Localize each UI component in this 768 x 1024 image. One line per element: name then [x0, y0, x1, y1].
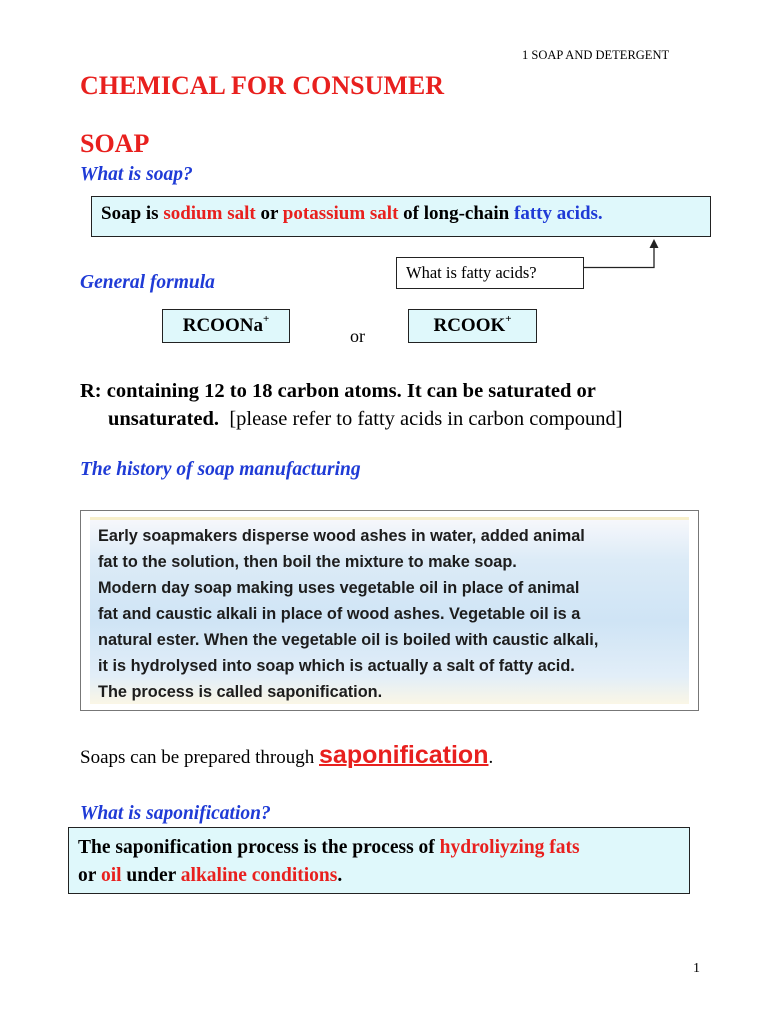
saponification-definition-box [68, 827, 690, 894]
definition-text: . [337, 865, 343, 886]
formula-base: RCOONa [182, 315, 263, 336]
saponification-definition-line [78, 834, 689, 862]
saponification-intro [80, 741, 493, 770]
highlight-fatty-acids: fatty acids. [514, 203, 603, 224]
formula-sodium-box [162, 309, 290, 343]
r-description-line: R: containing 12 to 18 carbon atoms. It can be saturated or [80, 380, 596, 402]
definition-text: under [121, 865, 181, 886]
highlight-oil: oil [100, 865, 122, 886]
history-line: natural ester. When the vegetable oil is boiled with caustic alkali, [98, 631, 599, 649]
r-description-line [80, 405, 623, 433]
running-header: 1 SOAP AND DETERGENT [522, 48, 670, 62]
history-line: fat and caustic alkali in place of wood ashes. Vegetable oil is a [98, 605, 581, 623]
section-title: SOAP [80, 129, 150, 158]
formula-charge: + [262, 313, 270, 325]
r-description-note: [please refer to fatty acids in carbon compound] [219, 408, 623, 430]
saponification-intro-text: Soaps can be prepared through [80, 747, 320, 768]
soap-definition-box [91, 196, 711, 237]
definition-text: or [78, 865, 101, 886]
saponification-intro-end: . [488, 747, 494, 768]
arrow-icon [583, 238, 663, 274]
saponification-definition-line [78, 862, 689, 890]
formula-connector: or [350, 326, 365, 346]
history-heading: The history of soap manufacturing [80, 459, 361, 480]
general-formula-heading: General formula [80, 272, 215, 293]
formula-charge: + [505, 313, 512, 325]
page-title: CHEMICAL FOR CONSUMER [80, 71, 445, 100]
definition-text: of long-chain [398, 203, 515, 224]
highlight-sodium-salt: sodium salt [163, 203, 256, 224]
history-line: fat to the solution, then boil the mixture to make soap. [98, 553, 517, 571]
page-number: 1 [693, 961, 700, 976]
fatty-acids-question-box: What is fatty acids? [396, 257, 584, 289]
formula-base: RCOOK [433, 315, 506, 336]
history-image-frame [80, 510, 699, 711]
highlight-alkaline-conditions: alkaline conditions [180, 865, 338, 886]
highlight-potassium-salt: potassium salt [282, 203, 399, 224]
definition-text: Soap is [101, 203, 164, 224]
history-line: it is hydrolysed into soap which is actually a salt of fatty acid. [98, 657, 575, 675]
definition-text: The saponification process is the process of [78, 837, 440, 858]
saponification-keyword: saponification [319, 741, 489, 769]
history-text-panel [90, 517, 689, 704]
formula-potassium-box [408, 309, 537, 343]
r-description-bold: unsaturated. [108, 408, 220, 430]
what-is-saponification-heading: What is saponification? [80, 803, 271, 824]
highlight-hydrolyzing-fats: hydroliyzing fats [439, 837, 580, 858]
what-is-soap-heading: What is soap? [80, 164, 193, 185]
r-group-description [80, 377, 623, 433]
history-line: The process is called saponification. [98, 683, 383, 701]
definition-text: or [255, 203, 283, 224]
history-line: Modern day soap making uses vegetable oil in place of animal [98, 579, 580, 597]
history-line: Early soapmakers disperse wood ashes in water, added animal [98, 527, 585, 545]
